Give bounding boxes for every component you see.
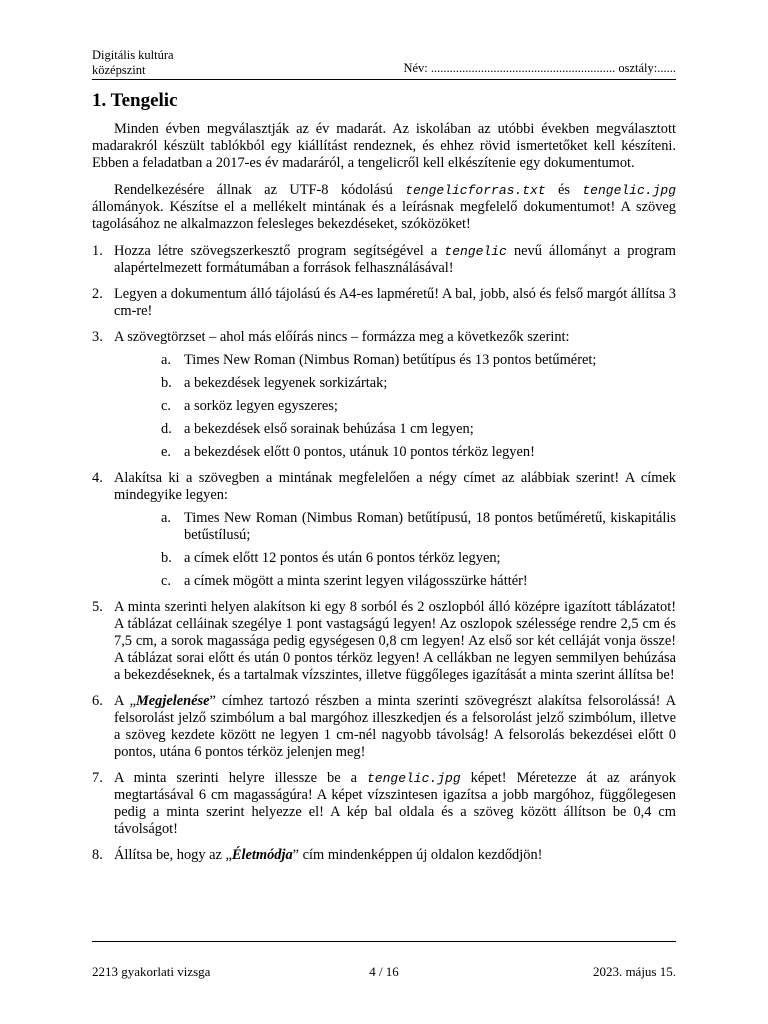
sub-item: b. a címek előtt 12 pontos és után 6 pontos térköz legyen; <box>161 550 501 566</box>
footer-divider <box>92 941 676 942</box>
image-file-name: tengelic.jpg <box>367 771 461 786</box>
task-4-sublist <box>114 510 676 590</box>
page-header <box>92 44 676 80</box>
task-item-8: 8. Állítsa be, hogy az „Életmódja” cím mindenképpen új oldalon kezdődjön! <box>92 847 543 863</box>
source-file-name: tengelicforras.txt <box>405 183 546 198</box>
sub-item: a. Times New Roman (Nimbus Roman) betűtípus és 13 pontos betűméret; <box>161 352 597 368</box>
exam-date: 2023. május 15. <box>592 964 676 979</box>
subject-line-2: középszint <box>92 63 146 77</box>
task-item-2: 2. Legyen a dokumentum álló tájolású és A4-es lapméretű! A bal, jobb, alsó és felső margót állítsa 3 cm-re! <box>92 286 676 319</box>
task-list <box>92 243 676 864</box>
subject-line-1: Digitális kultúra <box>92 48 174 62</box>
task-item-1: 1. Hozza létre szövegszerkesztő program segítségével a tengelic nevű állományt a program alapértelmezett formátumában a források felhasználásával! <box>92 243 676 276</box>
output-file-name: tengelic <box>444 244 507 259</box>
task-item-4: 4. Alakítsa ki a szövegben a mintának megfelelően a négy címet az alábbiak szerint! A címek mindegyike legyen: a. Times New Roman (Nimbus Roman) betűtípusú, 18 pontos betűméretű, kiskapitális betűstílusú; b. a címek előtt 12 pontos és után 6 pontos térköz legyen; c. a címek mögött a minta szerint legyen világosszürke háttér! <box>92 470 676 589</box>
sub-item: c. a sorköz legyen egyszeres; <box>161 398 338 414</box>
task-3-sublist <box>114 352 676 461</box>
document-page <box>92 44 676 873</box>
task-title: 1. Tengelic <box>92 90 178 111</box>
resources-paragraph: Rendelkezésére állnak az UTF-8 kódolású tengelicforras.txt és tengelic.jpg állományok. Készítse el a mellékelt mintának és a leírásnak megfelelő dokumentumot! A szöveg tagolásához ne alkalmazzon felesleges bekezdéseket, szóközöket! <box>92 182 676 232</box>
image-file-name: tengelic.jpg <box>582 183 676 198</box>
sub-item: c. a címek mögött a minta szerint legyen világosszürke háttér! <box>161 573 528 589</box>
page-number: 4 / 16 <box>369 964 399 979</box>
heading-reference: Életmódja <box>231 847 293 863</box>
sub-item: e. a bekezdések előtt 0 pontos, utánuk 10 pontos térköz legyen! <box>161 444 535 460</box>
task-item-7: 7. A minta szerinti helyre illessze be a tengelic.jpg képet! Méretezze át az arányok megtartásával 6 cm magasságúra! A képet vízszintesen igazítsa a jobb margóhoz, függőlegesen pedig a minta szerint helyezze el! A kép bal oldala és a szöveg között állítson be 0,4 cm távolságot! <box>92 770 676 837</box>
task-item-6: 6. A „Megjelenése” címhez tartozó részben a minta szerinti szövegrészt alakítsa felsorolássá! A felsorolást jelző szimbólum a bal margóhoz illeszkedjen és a felsorolást jelző szimbólum, illetve a szöveg kezdete között ne legyen 1 cm-nél nagyobb távolság! A felsorolás bekezdései előtt 0 pontos, utána 6 pontos térköz jelenjen meg! <box>92 693 676 760</box>
task-item-5: 5. A minta szerinti helyen alakítson ki egy 8 sorból és 2 oszlopból álló középre igazított táblázatot! A táblázat celláinak szegélye 1 pont vastagságú legyen! Az oszlopok szélessége rendre 2,5 cm és 7,5 cm, a sorok magassága pedig egységesen 0,8 cm legyen! Az első sor két celláját vonja össze! A táblázat sorai előtt és után 0 pontos térköz legyen! A cellákban ne legyen semmilyen behúzása a bekezdéseknek, és a tartalmak vízszintes, illetve függőleges igazítását a minta szerint állítsa be! <box>92 599 676 683</box>
sub-item: b. a bekezdések legyenek sorkizártak; <box>161 375 388 391</box>
task-item-3: 3. A szövegtörzset – ahol más előírás nincs – formázza meg a következők szerint: a. Times New Roman (Nimbus Roman) betűtípus és 13 pontos betűméret; b. a bekezdések legyenek sorkizártak; c. a sorköz legyen egyszeres; d. a bekezdések első sorainak behúzása 1 cm legyen; e. a bekezdések előtt 0 pontos, utánuk 10 pontos térköz legyen! <box>92 329 676 461</box>
heading-reference: Megjelenése <box>135 693 210 709</box>
header-divider <box>92 79 676 80</box>
intro-paragraph: Minden évben megválasztják az év madarát. Az iskolában az utóbbi években megválasztott madarakról készült tablókból egy kiállítást rendeznek, és ehhez rövid ismertetőket kell készíteni. Ebben a feladatban a 2017-es év madaráról, a tengelicről kell elkészítenie egy dokumentumot. <box>92 121 676 171</box>
sub-item: d. a bekezdések első sorainak behúzása 1 cm legyen; <box>161 421 474 437</box>
name-class-field: Név: ........................................................... osztály:...... <box>403 61 676 75</box>
sub-item: a. Times New Roman (Nimbus Roman) betűtípusú, 18 pontos betűméretű, kiskapitális betűstílusú; <box>161 510 676 543</box>
subject-label <box>92 48 174 78</box>
exam-code: 2213 gyakorlati vizsga <box>92 964 211 979</box>
